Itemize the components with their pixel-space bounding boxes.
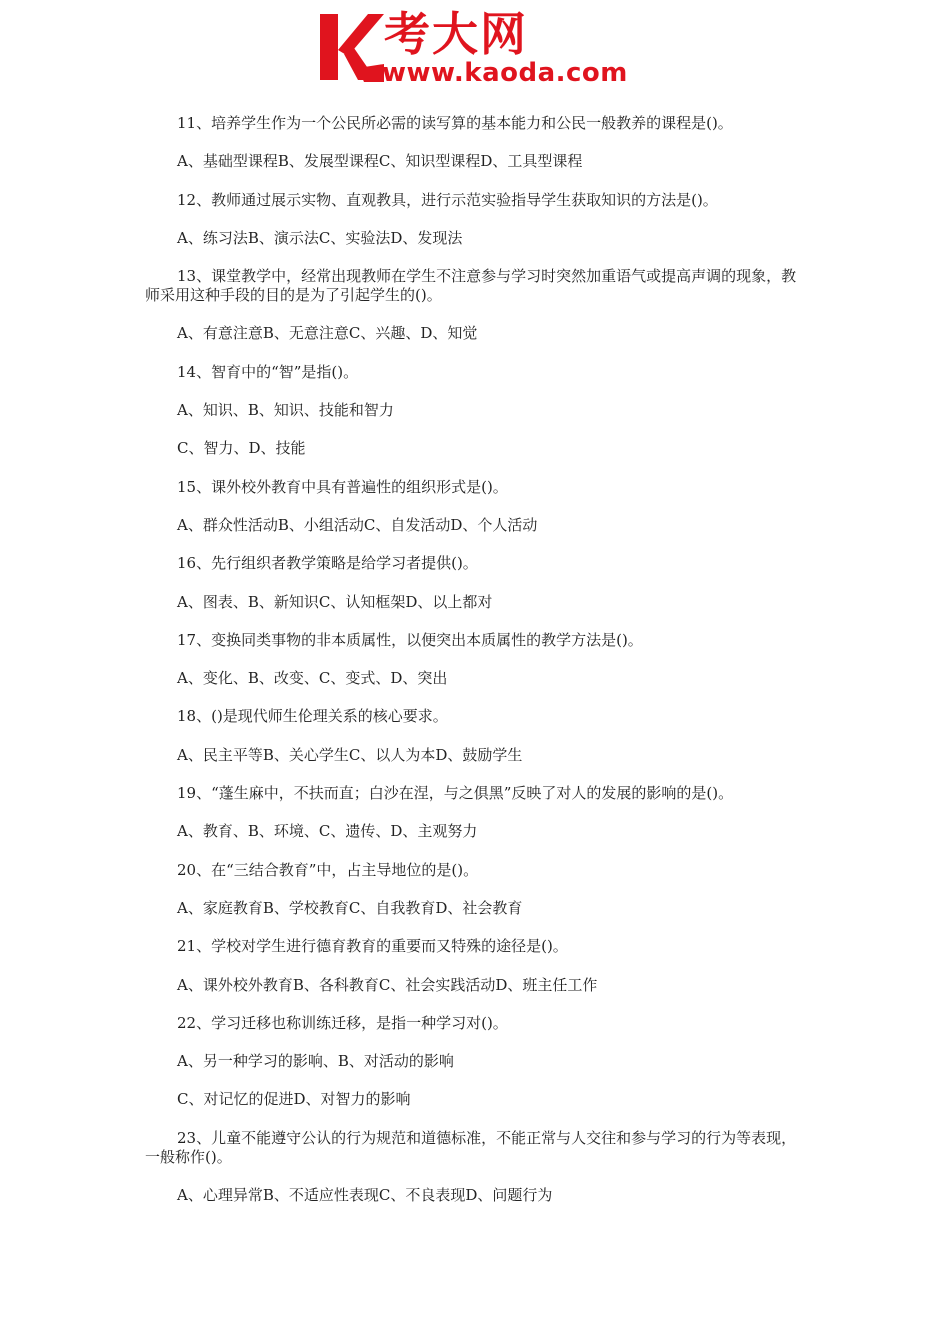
options-16: A、图表、B、新知识C、认知框架D、以上都对 xyxy=(177,592,493,611)
options-12: A、练习法B、演示法C、实验法D、发现法 xyxy=(177,228,463,247)
question-17: 17、变换同类事物的非本质属性，以便突出本质属性的教学方法是()。 xyxy=(177,630,643,649)
options-17: A、变化、B、改变、C、变式、D、突出 xyxy=(177,669,448,688)
options-21: A、课外校外教育B、各科教育C、社会实践活动D、班主任工作 xyxy=(177,975,598,994)
question-22: 22、学习迁移也称训练迁移，是指一种学习对()。 xyxy=(177,1013,508,1032)
options-14-a: A、知识、B、知识、技能和智力 xyxy=(177,401,394,420)
options-19: A、教育、B、环境、C、遗传、D、主观努力 xyxy=(177,822,478,841)
k-logo-icon xyxy=(318,8,384,86)
question-18: 18、()是现代师生伦理关系的核心要求。 xyxy=(177,707,448,726)
question-21: 21、学校对学生进行德育教育的重要而又特殊的途径是()。 xyxy=(177,937,568,956)
question-list xyxy=(145,114,810,1224)
question-19: 19、“蓬生麻中，不扶而直；白沙在涅，与之俱黑”反映了对人的发展的影响的是()。 xyxy=(177,784,734,803)
question-23: 23、儿童不能遵守公认的行为规范和道德标准，不能正常与人交往和参与学习的行为等表现，一般称作()。 xyxy=(145,1128,797,1166)
kaoda-logo xyxy=(318,8,648,90)
options-11: A、基础型课程B、发展型课程C、知识型课程D、工具型课程 xyxy=(177,152,583,171)
question-12: 12、教师通过展示实物、直观教具，进行示范实验指导学生获取知识的方法是()。 xyxy=(177,190,718,209)
question-11: 11、培养学生作为一个公民所必需的读写算的基本能力和公民一般教养的课程是()。 xyxy=(177,114,733,132)
options-22-a: A、另一种学习的影响、B、对活动的影响 xyxy=(177,1052,454,1071)
options-13: A、有意注意B、无意注意C、兴趣、D、知觉 xyxy=(177,324,478,343)
options-23: A、心理异常B、不适应性表现C、不良表现D、问题行为 xyxy=(177,1186,553,1205)
options-22-c: C、对记忆的促进D、对智力的影响 xyxy=(177,1090,411,1109)
options-20: A、家庭教育B、学校教育C、自我教育D、社会教育 xyxy=(177,898,523,917)
logo-url: www.kaoda.com xyxy=(382,58,628,88)
question-13: 13、课堂教学中，经常出现教师在学生不注意参与学习时突然加重语气或提高声调的现象，教师采用这种手段的目的是为了引起学生的()。 xyxy=(145,267,797,305)
options-15: A、群众性活动B、小组活动C、自发活动D、个人活动 xyxy=(177,515,538,534)
question-15: 15、课外校外教育中具有普遍性的组织形式是()。 xyxy=(177,477,508,496)
question-14: 14、智育中的“智”是指()。 xyxy=(177,362,359,381)
question-20: 20、在“三结合教育”中，占主导地位的是()。 xyxy=(177,860,479,879)
question-16: 16、先行组织者教学策略是给学习者提供()。 xyxy=(177,554,478,573)
options-14-c: C、智力、D、技能 xyxy=(177,439,306,458)
logo-name: 考大网 xyxy=(384,7,528,61)
options-18: A、民主平等B、关心学生C、以人为本D、鼓励学生 xyxy=(177,745,523,764)
